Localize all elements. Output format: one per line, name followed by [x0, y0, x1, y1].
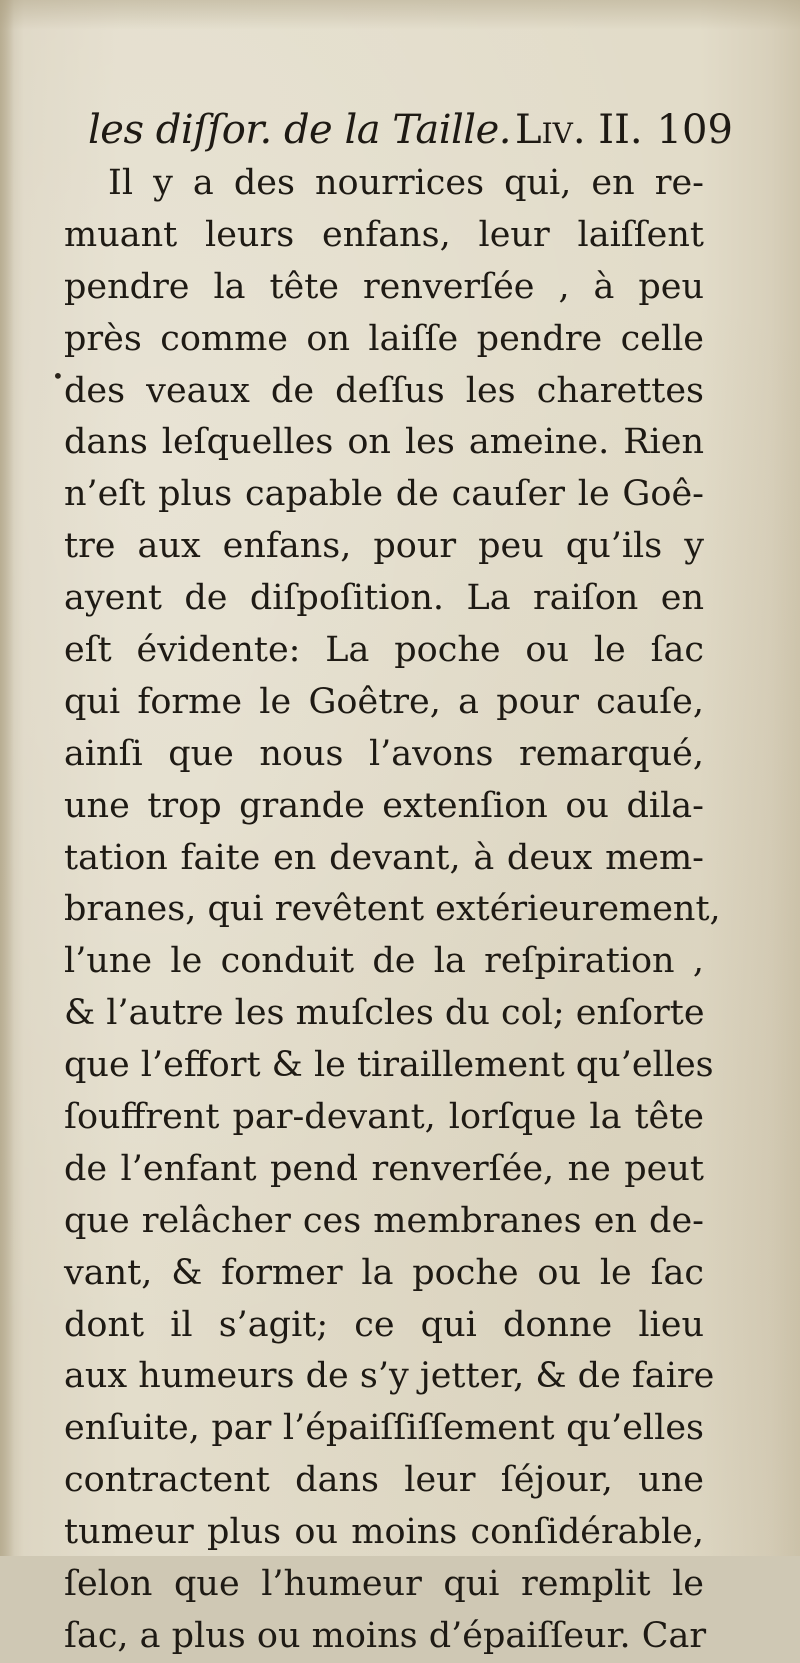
text-line: vant, & former la poche ou le ſac [64, 1252, 704, 1293]
text-line: tumeur plus ou moins conſidérable, [64, 1512, 704, 1553]
running-head-book: Liv. II. [515, 107, 643, 153]
text-line: ſouffrent par-devant, lorſque la tête [64, 1097, 704, 1138]
text-line: aux humeurs de s’y jetter, & de faire [64, 1356, 715, 1397]
text-line: & l’autre les muſcles du col; enſorte [64, 993, 705, 1034]
text-line: eſt évidente: La poche ou le ſac [64, 630, 704, 671]
text-line: près comme on laiſſe pendre celle [64, 318, 704, 359]
text-line: que l’effort & le tiraillement qu’elles [64, 1045, 714, 1086]
text-line: ſac, a plus ou moins d’épaiſſeur. Car [64, 1615, 707, 1656]
body-text [64, 158, 721, 1663]
text-line: tation faite en devant, à deux mem- [64, 837, 704, 878]
text-line: ſelon que l’humeur qui remplit le [64, 1564, 704, 1605]
text-line: pendre la tête renverſée , à peu [64, 266, 704, 307]
running-head-title: les diſſor. de la Taille. [88, 107, 511, 153]
text-line: dans leſquelles on les ameine. Rien [64, 422, 704, 463]
margin-mark: • [52, 364, 64, 388]
text-line: une trop grande extenſion ou dila- [64, 785, 704, 826]
text-line: des veaux de deſſus les charettes [64, 370, 704, 411]
text-line: ayent de diſpoſition. La raiſon en [64, 578, 704, 619]
text-line: tre aux enfans, pour peu qu’ils y [64, 526, 704, 567]
text-line: qui forme le Goêtre, a pour cauſe, [64, 681, 704, 722]
text-line: que relâcher ces membranes en de- [64, 1200, 704, 1241]
text-line: de l’enfant pend renverſée, ne peut [64, 1148, 704, 1189]
text-line: muant leurs enfans, leur laiſſent [64, 214, 704, 255]
running-head [88, 107, 733, 153]
text-line: ainſi que nous l’avons remarqué, [64, 733, 704, 774]
text-line: contractent dans leur ſéjour, une [64, 1460, 704, 1501]
text-line: enſuite, par l’épaiſſiſſement qu’elles [64, 1408, 704, 1449]
text-line: dont il s’agit; ce qui donne lieu [64, 1304, 704, 1345]
page-number: 109 [656, 107, 733, 153]
text-line: n’eſt plus capable de cauſer le Goê- [64, 474, 704, 515]
text-line: branes, qui revêtent extérieurement, [64, 889, 721, 930]
text-line: l’une le conduit de la reſpiration , [64, 941, 704, 982]
text-line: Il y a des nourrices qui, en re- [108, 163, 704, 203]
